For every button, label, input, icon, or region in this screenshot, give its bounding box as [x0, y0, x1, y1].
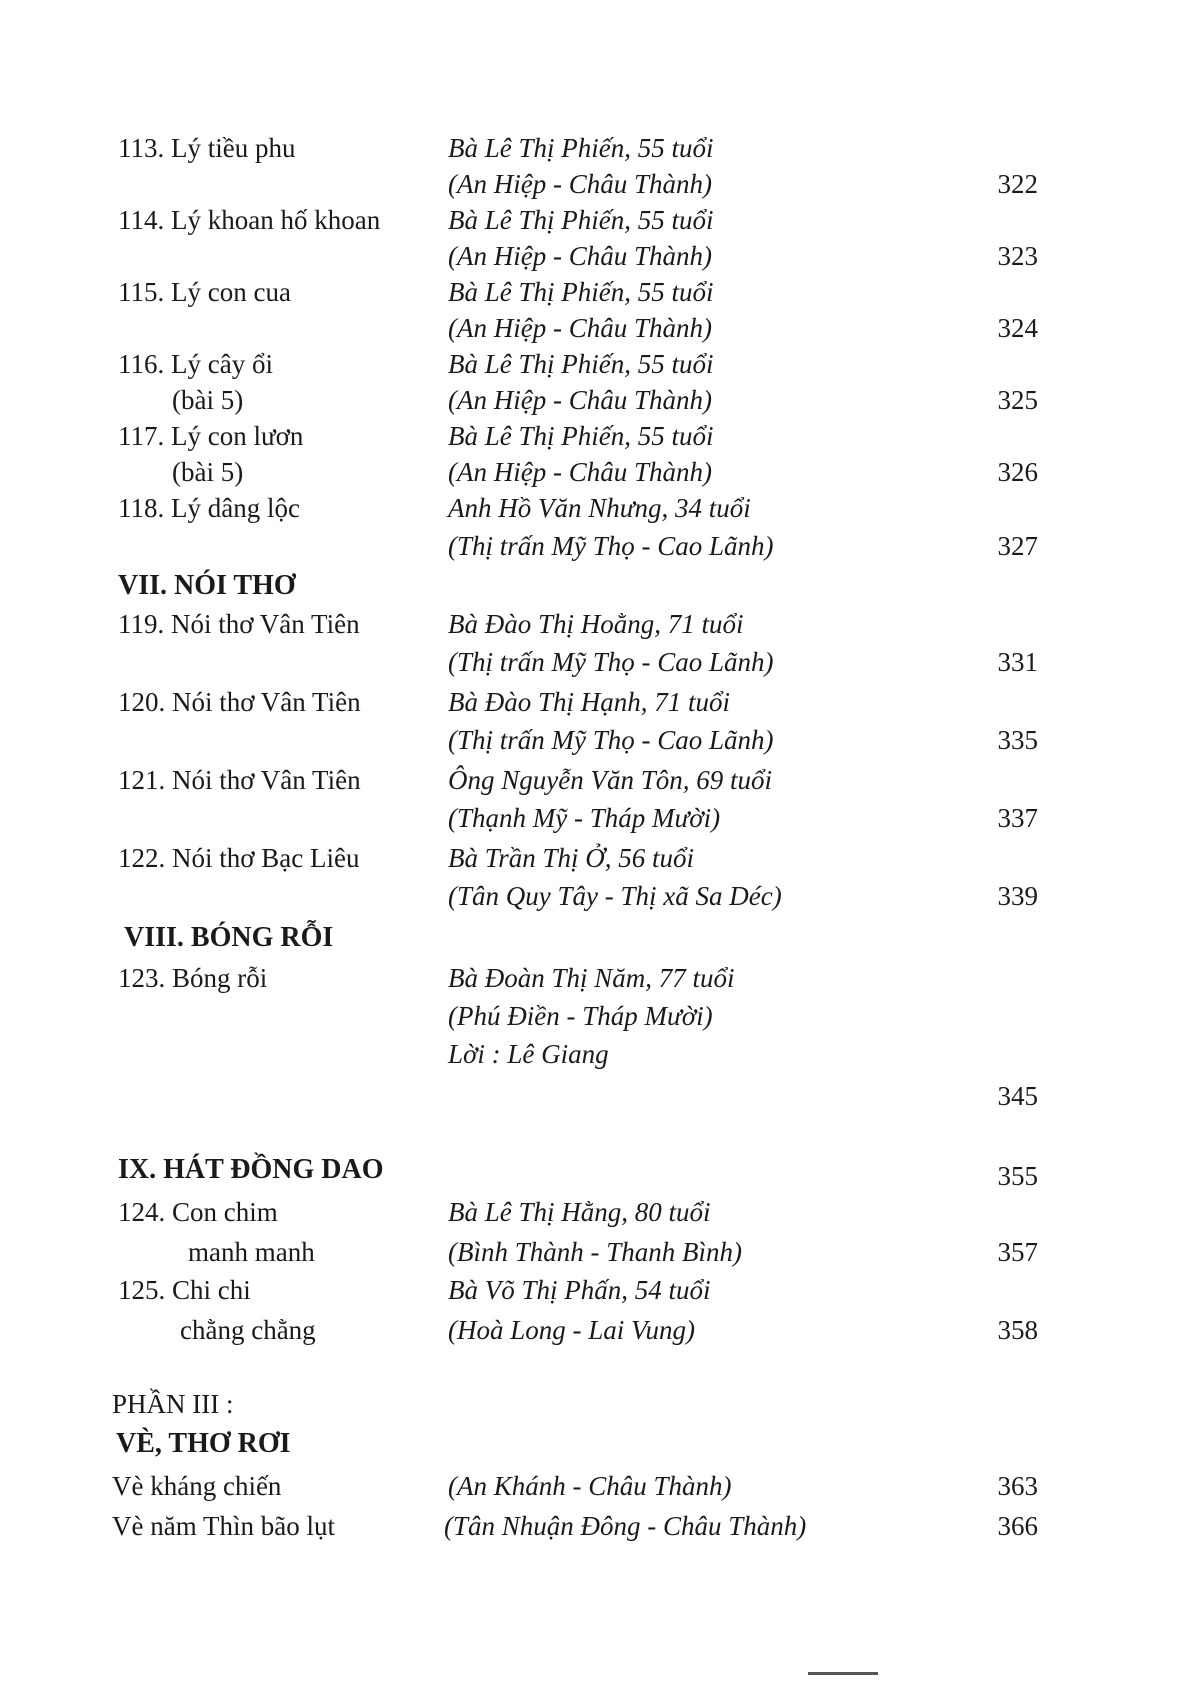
entry-singer: Ông Nguyễn Văn Tôn, 69 tuổi [448, 765, 772, 795]
part-iii-heading-line [0, 1424, 1190, 1464]
toc-entry-120 [0, 682, 1190, 722]
entry-singer: Bà Lê Thị Phiến, 55 tuổi [448, 205, 714, 235]
entry-page-number: 363 [997, 1471, 1038, 1501]
section-heading-vii [0, 566, 1190, 606]
entry-subtitle: manh manh [188, 1237, 315, 1267]
page-edge-mark [808, 1672, 878, 1675]
toc-entry-115-line2 [0, 308, 1190, 348]
entry-page-number: 324 [997, 313, 1038, 343]
toc-entry-ve-nam-thin [0, 1506, 1190, 1546]
toc-entry-125 [0, 1270, 1190, 1310]
section-page-number: 355 [997, 1161, 1038, 1191]
entry-page-number: 335 [997, 725, 1038, 755]
toc-entry-115 [0, 272, 1190, 312]
entry-place: (Thị trấn Mỹ Thọ - Cao Lãnh) [448, 647, 774, 677]
entry-lyrics-credit: Lời : Lê Giang [448, 1039, 609, 1069]
entry-title: 123. Bóng rỗi [118, 963, 268, 993]
entry-place: (Tân Quy Tây - Thị xã Sa Déc) [448, 881, 782, 911]
toc-entry-121-line2 [0, 798, 1190, 838]
section-title: VII. NÓI THƠ [118, 570, 296, 601]
entry-title: 121. Nói thơ Vân Tiên [118, 765, 361, 795]
entry-subtitle: chằng chằng [180, 1315, 316, 1345]
entry-place: (Thị trấn Mỹ Thọ - Cao Lãnh) [448, 531, 774, 561]
entry-place: (Phú Điền - Tháp Mười) [448, 1001, 713, 1031]
part-iii-label-line [0, 1384, 1190, 1424]
entry-page-number: 345 [997, 1081, 1038, 1111]
entry-singer: Bà Võ Thị Phấn, 54 tuổi [448, 1275, 711, 1305]
entry-place: (An Hiệp - Châu Thành) [448, 313, 712, 343]
entry-page-number: 366 [997, 1511, 1038, 1541]
entry-page-number: 323 [997, 241, 1038, 271]
entry-place: (Bình Thành - Thanh Bình) [448, 1237, 742, 1267]
toc-entry-116-line2 [0, 380, 1190, 420]
entry-place: (An Hiệp - Châu Thành) [448, 457, 712, 487]
entry-subtitle: (bài 5) [172, 457, 244, 487]
entry-title: 117. Lý con lươn [118, 421, 304, 451]
entry-singer: Bà Trần Thị Ở, 56 tuổi [448, 843, 695, 873]
section-heading-viii [0, 918, 1190, 958]
entry-singer: Bà Lê Thị Phiến, 55 tuổi [448, 421, 714, 451]
section-title: VIII. BÓNG RỖI [124, 922, 334, 953]
toc-entry-ve-khang-chien [0, 1466, 1190, 1506]
entry-page-number: 337 [997, 803, 1038, 833]
entry-singer: Bà Lê Thị Phiến, 55 tuổi [448, 133, 714, 163]
entry-title: 119. Nói thơ Vân Tiên [118, 609, 360, 639]
part-label: PHẦN III : [112, 1389, 234, 1419]
toc-entry-122 [0, 838, 1190, 878]
entry-page-number: 331 [997, 647, 1038, 677]
entry-singer: Bà Lê Thị Hằng, 80 tuổi [448, 1197, 711, 1227]
entry-place: (An Hiệp - Châu Thành) [448, 169, 712, 199]
toc-entry-123-page [0, 1076, 1190, 1116]
entry-title: 116. Lý cây ổi [118, 349, 273, 379]
toc-entry-123-line2 [0, 996, 1190, 1036]
entry-singer: Bà Đoàn Thị Năm, 77 tuổi [448, 963, 735, 993]
toc-entry-124-line2 [0, 1232, 1190, 1272]
toc-entry-113 [0, 128, 1190, 168]
toc-entry-125-line2 [0, 1310, 1190, 1350]
entry-title: 125. Chi chi [118, 1275, 251, 1305]
toc-entry-113-line2 [0, 164, 1190, 204]
entry-title: 114. Lý khoan hố khoan [118, 205, 381, 235]
toc-entry-123-line3 [0, 1034, 1190, 1074]
entry-page-number: 358 [997, 1315, 1038, 1345]
entry-title: 120. Nói thơ Vân Tiên [118, 687, 361, 717]
entry-page-number: 322 [997, 169, 1038, 199]
toc-entry-119-line2 [0, 642, 1190, 682]
entry-place: (Thị trấn Mỹ Thọ - Cao Lãnh) [448, 725, 774, 755]
toc-entry-114 [0, 200, 1190, 240]
toc-entry-118-line2 [0, 526, 1190, 566]
entry-place: (Tân Nhuận Đông - Châu Thành) [444, 1511, 807, 1541]
entry-singer: Bà Lê Thị Phiến, 55 tuổi [448, 277, 714, 307]
entry-page-number: 339 [997, 881, 1038, 911]
toc-entry-119 [0, 604, 1190, 644]
toc-entry-124 [0, 1192, 1190, 1232]
entry-title: Vè năm Thìn bão lụt [112, 1511, 335, 1541]
entry-place: (An Khánh - Châu Thành) [448, 1471, 732, 1501]
toc-entry-116 [0, 344, 1190, 384]
entry-title: 124. Con chim [118, 1197, 278, 1227]
entry-place: (Hoà Long - Lai Vung) [448, 1315, 695, 1345]
toc-entry-117 [0, 416, 1190, 456]
entry-subtitle: (bài 5) [172, 385, 244, 415]
entry-singer: Bà Lê Thị Phiến, 55 tuổi [448, 349, 714, 379]
entry-title: Vè kháng chiến [112, 1471, 282, 1501]
entry-page-number: 327 [997, 531, 1038, 561]
entry-place: (An Hiệp - Châu Thành) [448, 385, 712, 415]
entry-place: (Thạnh Mỹ - Tháp Mười) [448, 803, 721, 833]
toc-entry-117-line2 [0, 452, 1190, 492]
toc-entry-123 [0, 958, 1190, 998]
entry-singer: Bà Đào Thị Hoằng, 71 tuổi [448, 609, 744, 639]
entry-singer: Anh Hồ Văn Nhưng, 34 tuổi [448, 493, 751, 523]
toc-entry-120-line2 [0, 720, 1190, 760]
part-title: VÈ, THƠ RƠI [116, 1428, 291, 1459]
entry-page-number: 325 [997, 385, 1038, 415]
entry-page-number: 357 [997, 1237, 1038, 1267]
section-title: IX. HÁT ĐỒNG DAO [118, 1154, 384, 1185]
toc-entry-118 [0, 488, 1190, 528]
entry-page-number: 326 [997, 457, 1038, 487]
entry-place: (An Hiệp - Châu Thành) [448, 241, 712, 271]
entry-title: 115. Lý con cua [118, 277, 291, 307]
entry-singer: Bà Đào Thị Hạnh, 71 tuổi [448, 687, 731, 717]
toc-entry-121 [0, 760, 1190, 800]
entry-title: 113. Lý tiều phu [118, 133, 296, 163]
toc-entry-114-line2 [0, 236, 1190, 276]
section-heading-ix [0, 1150, 1190, 1190]
toc-entry-122-line2 [0, 876, 1190, 916]
entry-title: 122. Nói thơ Bạc Liêu [118, 843, 360, 873]
entry-title: 118. Lý dâng lộc [118, 493, 300, 523]
